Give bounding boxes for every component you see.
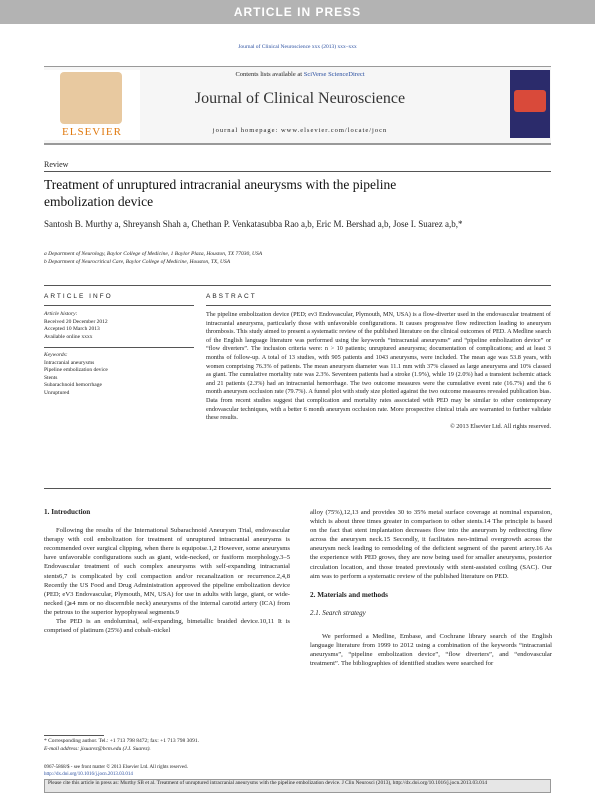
contents-prefix: Contents lists available at bbox=[235, 71, 304, 78]
body-column-left bbox=[44, 508, 290, 635]
doi-link[interactable]: http://dx.doi.org/10.1016/j.jocn.2013.03.014 bbox=[44, 771, 133, 777]
history-received: Received 20 December 2012 bbox=[44, 318, 108, 325]
keyword: Pipeline embolization device bbox=[44, 367, 108, 373]
history-online: Available online xxxx bbox=[44, 333, 93, 340]
abstract-text: The pipeline embolization device (PED; ev3 Endovascular, Plymouth, MN, USA) is a flow-diverter used in the endovascular treatment of intracranial aneurysms, particularly those with unfavorable configurations. It causes progressive flow redirection leading to aneurysm thrombosis. This study aimed to present a systematic review of the published literature on the clinical outcomes of PED. A Medline search of the English language literature was performed using the keywords “intracranial aneurysms” and “pipeline embolization device” or “flow diverters”. The inclusion criteria were: n > 10 patients; unruptured aneurysms; documentation of complications; and at least 3 months of follow-up. A total of 13 studies, with 905 patients and 1043 aneurysms, were included. The mean age was 53.8 years, with women comprising 76.3% of patients. The mean aneurysm diameter was 11.1 mm with 37% classed as large aneurysms and 10% classed as giant. The cumulative mortality rate was 2.3%. Seventeen patients had a stroke (1.9%), while 19 (2.0%) had a transient ischemic attack and 21 patients (2.3%) had an intracranial hemorrhage. The two outcome measures were the cumulative event rate (16.7%) and the 6 month aneurysm occlusion rate (79.7%). A funnel plot with study size plotted against the two outcome measures revealed publication bias. Data from recent studies suggest that complication and mortality rates associated with PED may be similar to other contemporary endovascular techniques, with a better 6 month aneurysm occlusion rate. More prospective clinical trials are warranted to further validate these results. bbox=[206, 311, 551, 422]
copyright-notice: © 2013 Elsevier Ltd. All rights reserved. bbox=[450, 422, 551, 430]
article-type: Review bbox=[44, 160, 69, 169]
divider bbox=[206, 305, 551, 306]
body-paragraph: alloy (75%),12,13 and provides 30 to 35% metal surface coverage at nominal expansion, which is about three times greater in comparison to other stents.14 The principle is based on the fact that stent implantation decreases flow into the aneurysm by redirecting flow across the aneurysm neck.15 Secondly, it facilitates neo-intimal overgrowth across the aneurysm neck leading to remodeling of the deficient segment of the parent artery.16 As the experience with PED grows, they are now being used for smaller aneurysms, posterior circulation location, and those treated previously with stent-assisted coiling (SAC). Our aim was to perform a systematic review of the published literature on PED. bbox=[310, 509, 552, 580]
abstract-body bbox=[206, 311, 551, 431]
journal-citation-line[interactable]: Journal of Clinical Neuroscience xxx (2013) xxx–xxx bbox=[238, 44, 357, 50]
divider bbox=[44, 488, 551, 489]
elsevier-tree-emblem bbox=[60, 72, 122, 124]
footnote-rule bbox=[44, 735, 104, 736]
sciencedirect-link[interactable]: SciVerse ScienceDirect bbox=[303, 71, 365, 78]
intro-heading: 1. Introduction bbox=[44, 508, 91, 516]
email-address[interactable]: E-mail address: jisuarez@bcm.edu (J.I. Suarez). bbox=[44, 745, 151, 752]
affiliation-a: a Department of Neurology, Baylor College of Medicine, 1 Baylor Plaza, Houston, TX 77030, USA bbox=[44, 251, 263, 257]
divider bbox=[44, 341, 194, 348]
divider bbox=[44, 171, 551, 172]
author-list: Santosh B. Murthy a, Shreyansh Shah a, Chethan P. Venkatasubba Rao a,b, Eric M. Bershad a,b, Jose I. Suarez a,b,* bbox=[44, 219, 463, 229]
intro-paragraph: The PED is an endoluminal, self-expanding, bimetallic braided device.10,11 It is comprised of platinum (25%) and cobalt–nickel bbox=[44, 618, 290, 635]
front-matter bbox=[44, 765, 304, 779]
citation-box: Please cite this article in press as: Murthy SB et al. Treatment of unruptured intracranial aneurysms with the pipeline embolization device. J Clin Neurosci (2013), http://dx.doi.org/10.1016/j.jocn.2013.03.014 bbox=[44, 779, 551, 793]
contents-line bbox=[140, 71, 460, 78]
keyword: Stents bbox=[44, 374, 58, 381]
issn-line: 0967-5868/$ - see front matter © 2013 Elsevier Ltd. All rights reserved. bbox=[44, 765, 188, 770]
history-label: Article history: bbox=[44, 311, 78, 317]
methods-heading: 2. Materials and methods bbox=[310, 590, 388, 599]
article-title: Treatment of unruptured intracranial aneurysms with the pipeline embolization device bbox=[44, 177, 397, 209]
abstract-heading: ABSTRACT bbox=[206, 293, 257, 300]
affiliations bbox=[44, 250, 544, 266]
intro-paragraph: Following the results of the International Subarachnoid Aneurysm Trial, endovascular therapy with coil embolization for treatment of unruptured intracranial aneurysms is recommended over surgical clipping, when there is equipoise.1,2 However, some aneurysms have unfavorable configurations such as giant, wide-necked, or fusiform morphology.3–5 Endovascular treatment of such complex aneurysms with self-expanding intracranial stents6,7 is complicated by coil compaction and/or recanalization or recurrence.2,4,8 Recently the US Food and Drug Administration approved the pipeline embolization device (PED; eV3 Endovascular, Plymouth, MN, USA) for use in adults with large, giant, or wide-necked (⩾4 mm or no discernible neck) aneurysms of the internal carotid artery (ICA) from the petrous to the superior hypophyseal segments.9 bbox=[44, 527, 290, 616]
affiliation-b: b Department of Neurocritical Care, Baylor College of Medicine, Houston, TX, USA bbox=[44, 259, 231, 265]
article-info-heading: ARTICLE INFO bbox=[44, 293, 113, 300]
article-in-press-banner: ARTICLE IN PRESS bbox=[0, 0, 595, 24]
body-paragraph: We performed a Medline, Embase, and Cochrane library search of the English language literature from 1999 to 2012 using a combination of the keywords “intracranial aneurysms”, “pipeline embolization device”, “flow diverters”, and “endovascular treatment”. The bibliographies of identified studies were searched for bbox=[310, 632, 552, 668]
history-accepted: Accepted 10 March 2013 bbox=[44, 326, 100, 332]
divider bbox=[44, 285, 551, 286]
journal-title: Journal of Clinical Neuroscience bbox=[194, 90, 406, 107]
divider bbox=[44, 305, 194, 306]
search-strategy-heading: 2.1. Search strategy bbox=[310, 608, 366, 617]
keyword: Subarachnoid hemorrhage bbox=[44, 382, 102, 388]
keyword: Unruptured bbox=[44, 389, 70, 396]
body-column-right bbox=[310, 508, 552, 668]
journal-cover-art bbox=[514, 90, 546, 112]
keyword: Intracranial aneurysms bbox=[44, 359, 95, 366]
publisher-name: ELSEVIER bbox=[62, 126, 122, 138]
journal-homepage[interactable]: journal homepage: www.elsevier.com/locate/jocn bbox=[212, 127, 388, 134]
article-info-column bbox=[44, 311, 194, 397]
footnote bbox=[44, 738, 290, 753]
corresponding-author: * Corresponding author. Tel.: +1 713 798 8472; fax: +1 713 798 3091. bbox=[44, 738, 199, 744]
keywords-label: Keywords: bbox=[44, 352, 68, 358]
